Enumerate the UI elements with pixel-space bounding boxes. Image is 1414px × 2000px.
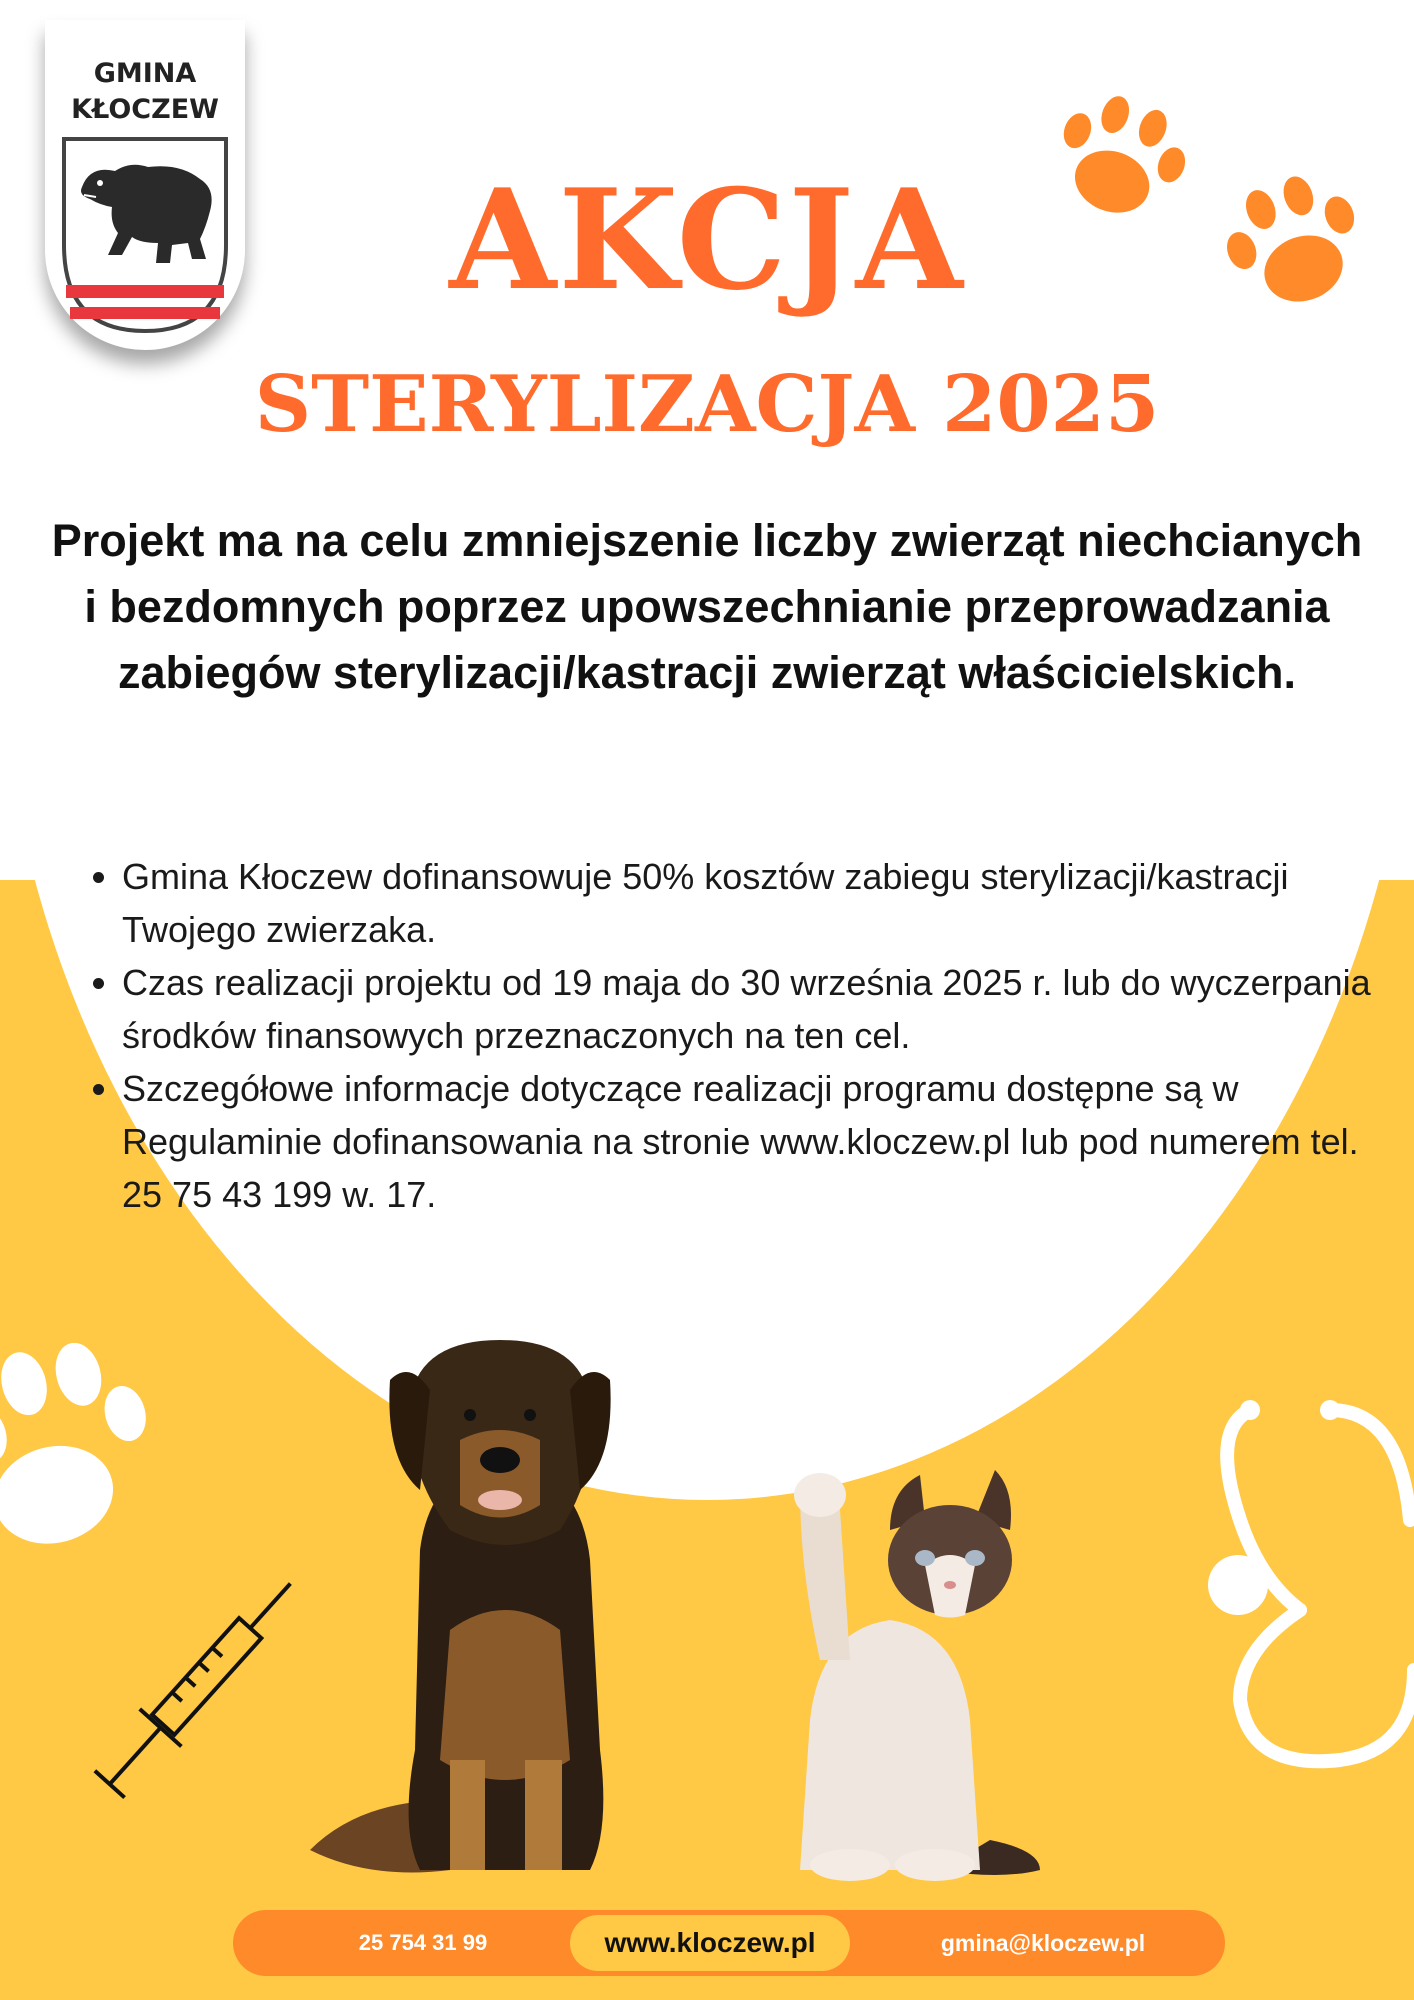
crest-name: GMINA KŁOCZEW xyxy=(71,58,219,125)
poster-subtitle: STERYLIZACJA 2025 xyxy=(254,359,1160,450)
list-item: • Szczegółowe informacje dotyczące realizacji programu dostępne są w Regulaminie dofinansowania na stronie www.kloczew.pl lub pod numerem tel. 25 75 43 199 w. 17. xyxy=(122,1062,1372,1221)
stethoscope-icon xyxy=(1180,1370,1414,1790)
website-link[interactable]: www.kloczew.pl xyxy=(570,1915,850,1971)
project-description: Projekt ma na celu zmniejszenie liczby zwierząt niechcianych i bezdomnych poprzez upowszechnianie przeprowadzania zabiegów sterylizacji/kastracji zwierząt właścicielskich. xyxy=(51,515,1363,698)
dog-photo xyxy=(300,1330,720,1890)
list-item: • Czas realizacji projektu od 19 maja do 30 września 2025 r. lub do wyczerpania środków finansowych przeznaczonych na ten cel. xyxy=(122,956,1372,1062)
phone-number[interactable]: 25 754 31 99 xyxy=(358,1930,488,1955)
info-list xyxy=(92,850,1372,1221)
list-item: • Gmina Kłoczew dofinansowuje 50% kosztów zabiegu sterylizacji/kastracji Twojego zwierzaka. xyxy=(122,850,1372,956)
email-link[interactable]: gmina@kloczew.pl xyxy=(940,1930,1146,1956)
paw-print-icon xyxy=(0,1320,160,1560)
contact-bar xyxy=(233,1910,1225,1976)
syringe-icon xyxy=(50,1545,330,1845)
cat-photo xyxy=(740,1470,1060,1890)
poster-title: AKCJA xyxy=(449,158,965,321)
